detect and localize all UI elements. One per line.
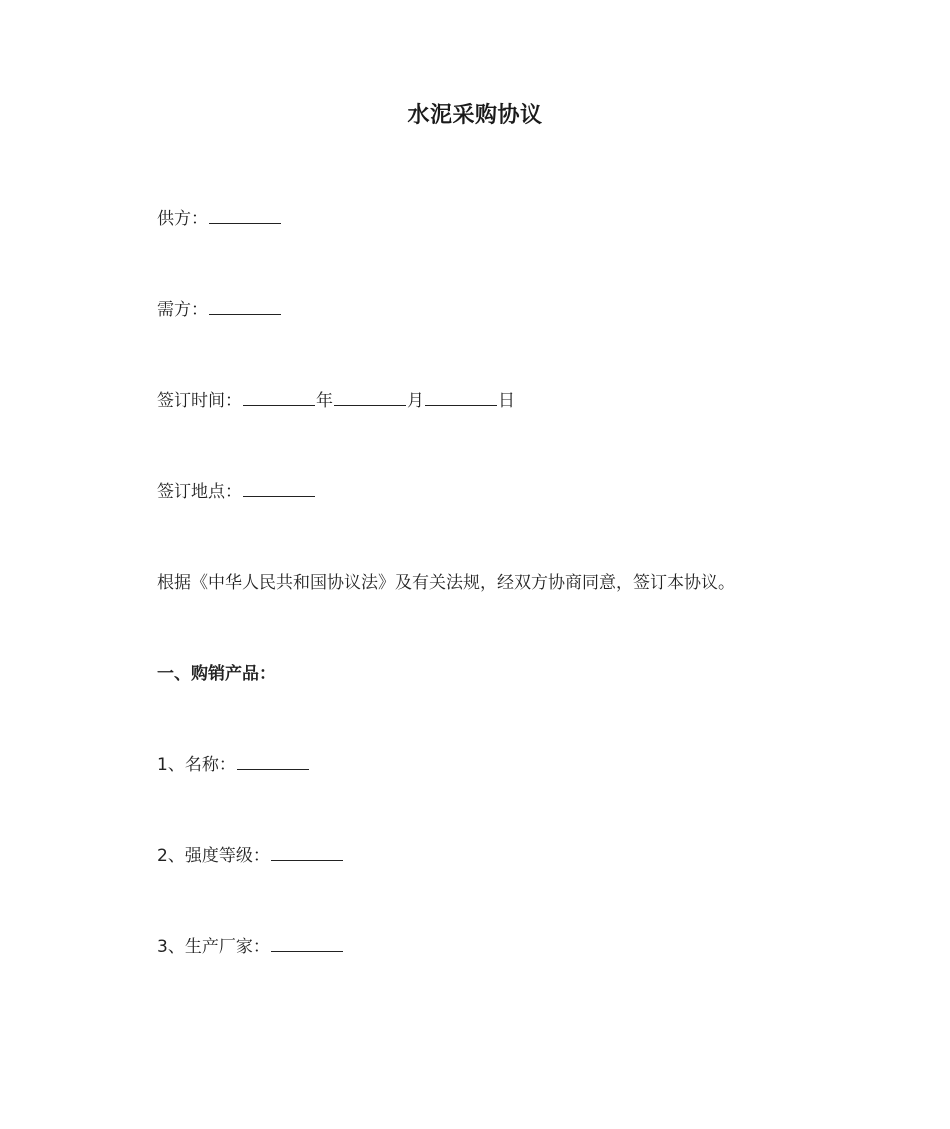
item-manufacturer-label: 3、生产厂家： bbox=[157, 937, 270, 957]
item-name-line bbox=[157, 753, 310, 777]
year-blank bbox=[243, 389, 315, 406]
buyer-label: 需方： bbox=[157, 300, 208, 320]
item-strength-label: 2、强度等级： bbox=[157, 846, 270, 866]
sign-place-line bbox=[157, 480, 316, 504]
sign-time-label: 签订时间： bbox=[157, 391, 242, 411]
month-blank bbox=[334, 389, 406, 406]
item-strength-line bbox=[157, 844, 344, 868]
item-name-blank bbox=[237, 753, 309, 770]
supplier-label: 供方： bbox=[157, 209, 208, 229]
section-heading-products: 一、购销产品： bbox=[157, 664, 276, 684]
buyer-line bbox=[157, 298, 282, 322]
document-title: 水泥采购协议 bbox=[407, 103, 543, 128]
supplier-blank bbox=[209, 207, 281, 224]
supplier-line bbox=[157, 207, 282, 231]
sign-place-blank bbox=[243, 480, 315, 497]
preamble-paragraph: 根据《中华人民共和国协议法》及有关法规，经双方协商同意，签订本协议。 bbox=[157, 573, 735, 593]
item-manufacturer-blank bbox=[271, 935, 343, 952]
item-manufacturer-line bbox=[157, 935, 344, 959]
sign-time-line bbox=[157, 389, 515, 413]
item-strength-blank bbox=[271, 844, 343, 861]
sign-place-label: 签订地点： bbox=[157, 482, 242, 502]
buyer-blank bbox=[209, 298, 281, 315]
day-blank bbox=[425, 389, 497, 406]
day-label: 日 bbox=[498, 391, 515, 411]
year-label: 年 bbox=[316, 391, 333, 411]
month-label: 月 bbox=[407, 391, 424, 411]
item-name-label: 1、名称： bbox=[157, 755, 236, 775]
